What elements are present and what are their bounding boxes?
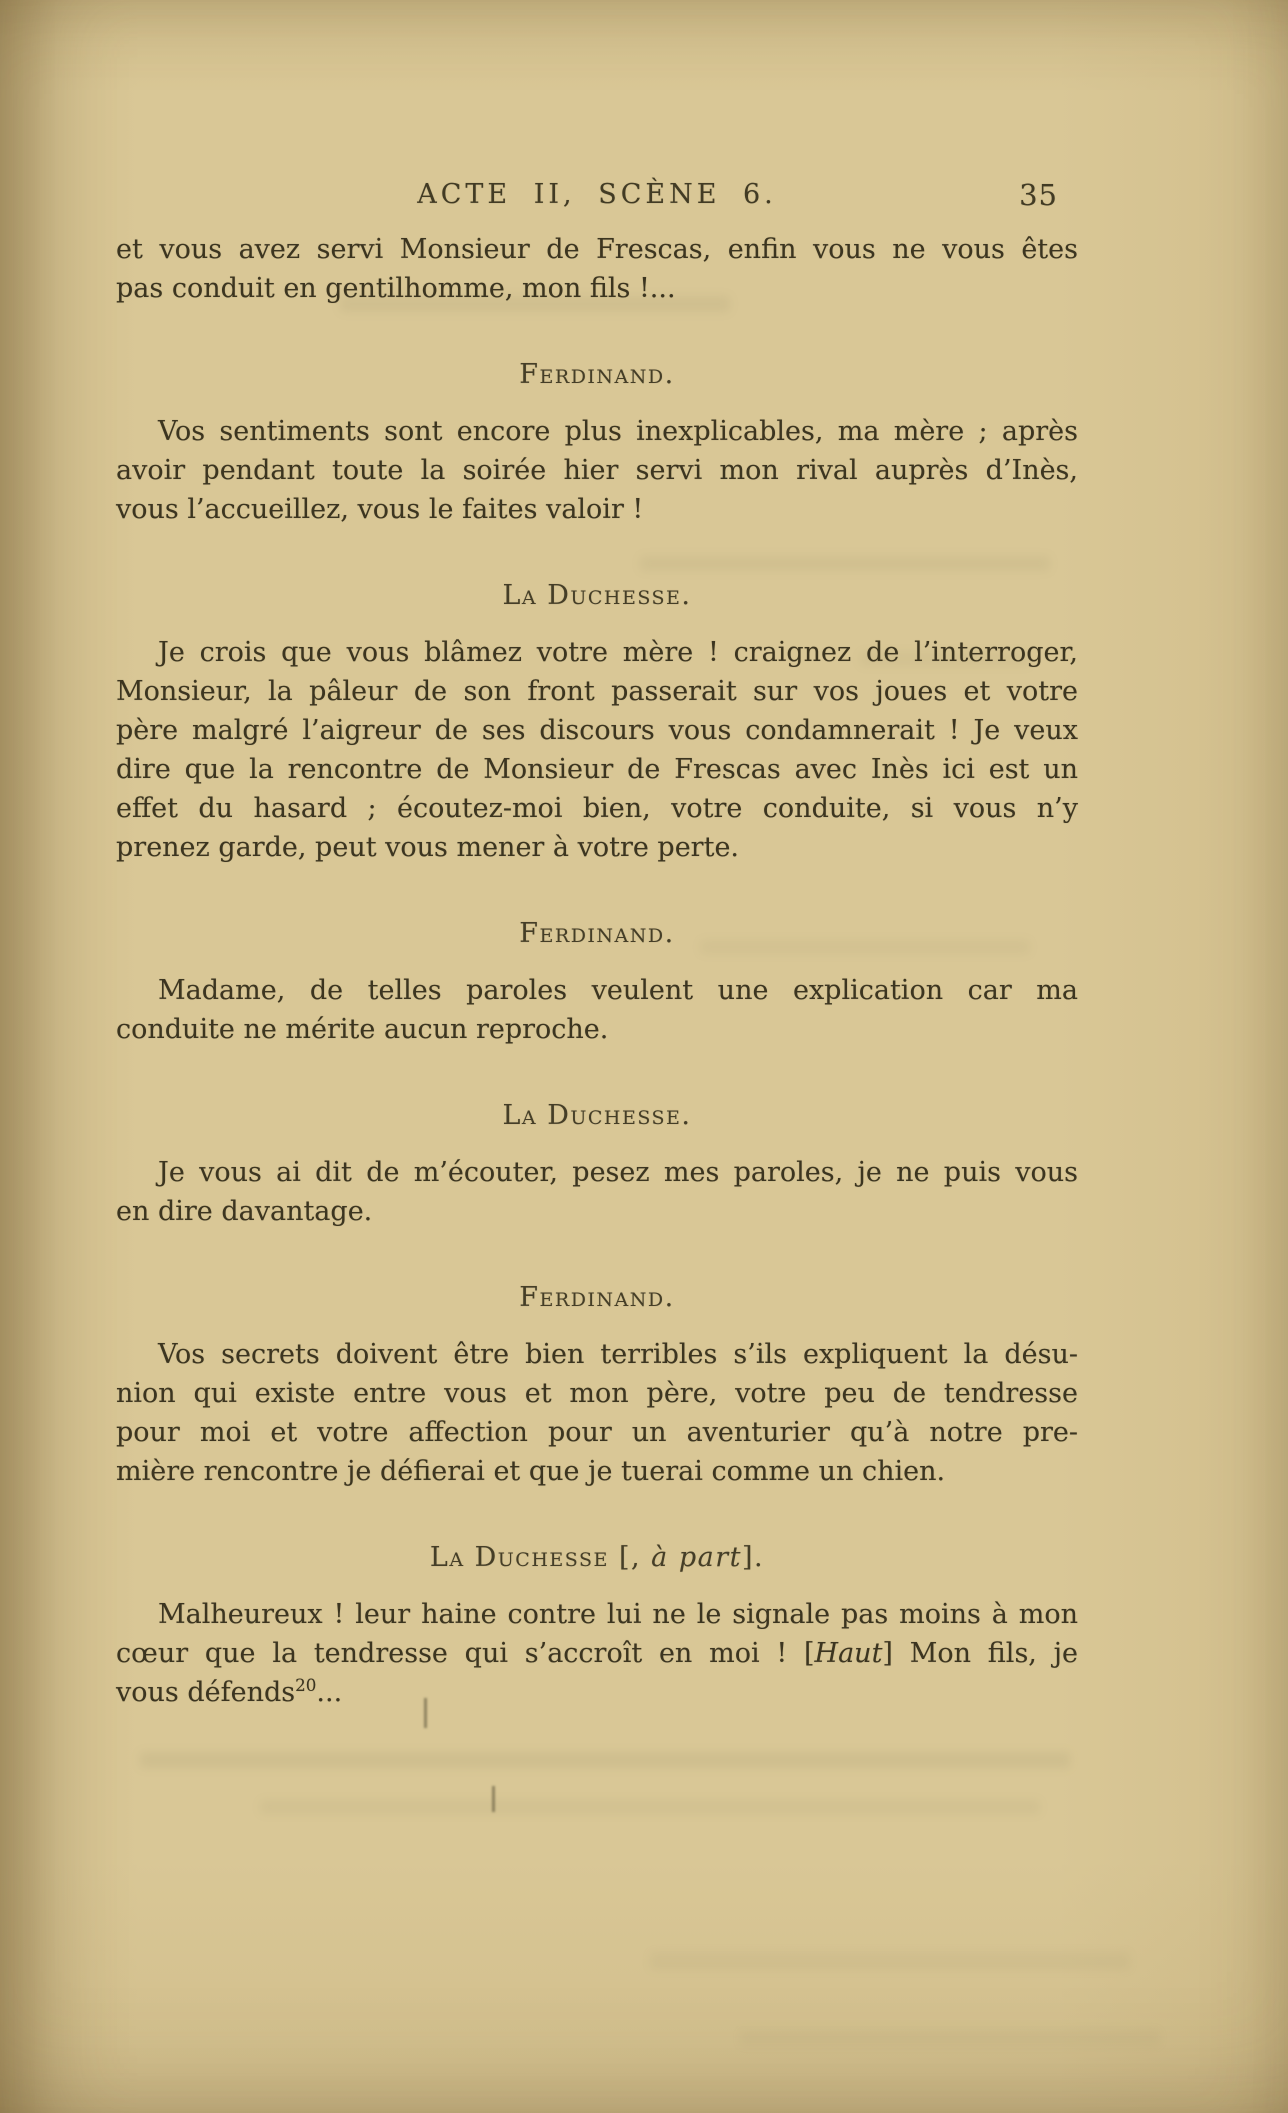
bleed-through-artifact [740,2030,1160,2046]
text-run: avoir pendant toute la soirée hier servi mon rival auprès d’Inès, [116,455,1078,486]
speaker-heading [116,577,1078,615]
text-run: Vos sentiments sont encore plus inexplicables, ma mère ; après [158,416,1078,447]
text-line [116,230,1078,269]
page-number: 35 [1019,178,1058,212]
dialogue-paragraph [116,1595,1078,1712]
text-line [116,971,1078,1010]
text-run: ]. [741,1542,765,1573]
text-line [116,1335,1078,1374]
text-run: mière rencontre je défierai et que je tuerai comme un chien. [116,1456,946,1487]
text-run: La Duchesse. [502,580,692,611]
text-run: vous défends [116,1677,296,1708]
text-line [116,711,1078,750]
running-head [116,178,1078,216]
text-line [116,1673,1078,1712]
text-line [116,1595,1078,1634]
text-run: effet du hasard ; écoutez-moi bien, votre conduite, si vous n’y [116,793,1078,824]
text-line [116,1192,1078,1231]
text-run: conduite ne mérite aucun reproche. [116,1014,609,1045]
dialogue-paragraph [116,971,1078,1049]
footnote-reference: 20 [295,1675,317,1695]
text-line [116,828,1078,867]
speaker-heading [116,915,1078,953]
text-line [116,633,1078,672]
speaker-heading [116,1279,1078,1317]
text-line [116,269,1078,308]
text-line [116,1413,1078,1452]
bleed-through-artifact [140,1752,1070,1768]
text-run: prenez garde, peut vous mener à votre perte. [116,832,740,863]
text-run: ... [316,1677,343,1708]
text-run: [, [608,1542,652,1573]
text-run: à part [651,1542,742,1573]
text-line [116,1634,1078,1673]
dialogue-paragraph [116,412,1078,529]
dialogue-paragraph [116,230,1078,308]
text-run: vous l’accueillez, vous le faites valoir ! [116,494,644,525]
text-run: Malheureux ! leur haine contre lui ne le signale pas moins à mon [158,1599,1078,1630]
text-run: cœur que la tendresse qui s’accroît en moi ! [ [116,1638,815,1669]
text-line [116,672,1078,711]
speaker-heading [116,1097,1078,1135]
text-run: ] Mon fils, je [882,1638,1079,1669]
text-run: Ferdinand. [519,1282,675,1313]
text-run: Haut [814,1638,883,1669]
text-line [116,412,1078,451]
text-run: père malgré l’aigreur de ses discours vous condamnerait ! Je veux [116,715,1078,746]
text-line [116,1452,1078,1491]
text-run: dire que la rencontre de Monsieur de Frescas avec Inès ici est un [116,754,1078,785]
text-run: Monsieur, la pâleur de son front passerait sur vos joues et votre [116,676,1078,707]
page-content [116,178,1078,1712]
text-run: nion qui existe entre vous et mon père, votre peu de tendresse [116,1378,1078,1409]
running-head-title: ACTE II, SCÈNE 6. [417,179,777,210]
text-run: La Duchesse [429,1542,609,1573]
text-run: en dire davantage. [116,1196,373,1227]
text-run: pour moi et votre affection pour un aventurier qu’à notre pre- [116,1417,1078,1448]
dialogue-paragraph [116,1335,1078,1491]
text-run: La Duchesse. [502,1100,692,1131]
text-run: Ferdinand. [519,918,675,949]
dialogue-paragraph [116,633,1078,867]
text-line [116,750,1078,789]
bleed-through-artifact [650,1952,1130,1970]
speaker-heading [116,356,1078,394]
dialogue-paragraph [116,1153,1078,1231]
page-body [116,230,1078,1712]
text-line [116,451,1078,490]
text-line [116,490,1078,529]
text-line [116,1374,1078,1413]
text-run: Je crois que vous blâmez votre mère ! craignez de l’interroger, [158,637,1078,668]
text-run: Ferdinand. [519,359,675,390]
text-line [116,789,1078,828]
text-run: Vos secrets doivent être bien terribles s’ils expliquent la désu- [158,1339,1078,1370]
text-line [116,1153,1078,1192]
text-run: Madame, de telles paroles veulent une explication car ma [158,975,1078,1006]
text-run: et vous avez servi Monsieur de Frescas, enfin vous ne vous êtes [116,234,1078,265]
text-run: pas conduit en gentilhomme, mon fils !... [116,273,676,304]
speaker-heading [116,1539,1078,1577]
bleed-through-artifact [260,1800,1040,1814]
text-line [116,1010,1078,1049]
text-run: Je vous ai dit de m’écouter, pesez mes paroles, je ne puis vous [158,1157,1078,1188]
ink-mark-artifact [492,1786,495,1812]
